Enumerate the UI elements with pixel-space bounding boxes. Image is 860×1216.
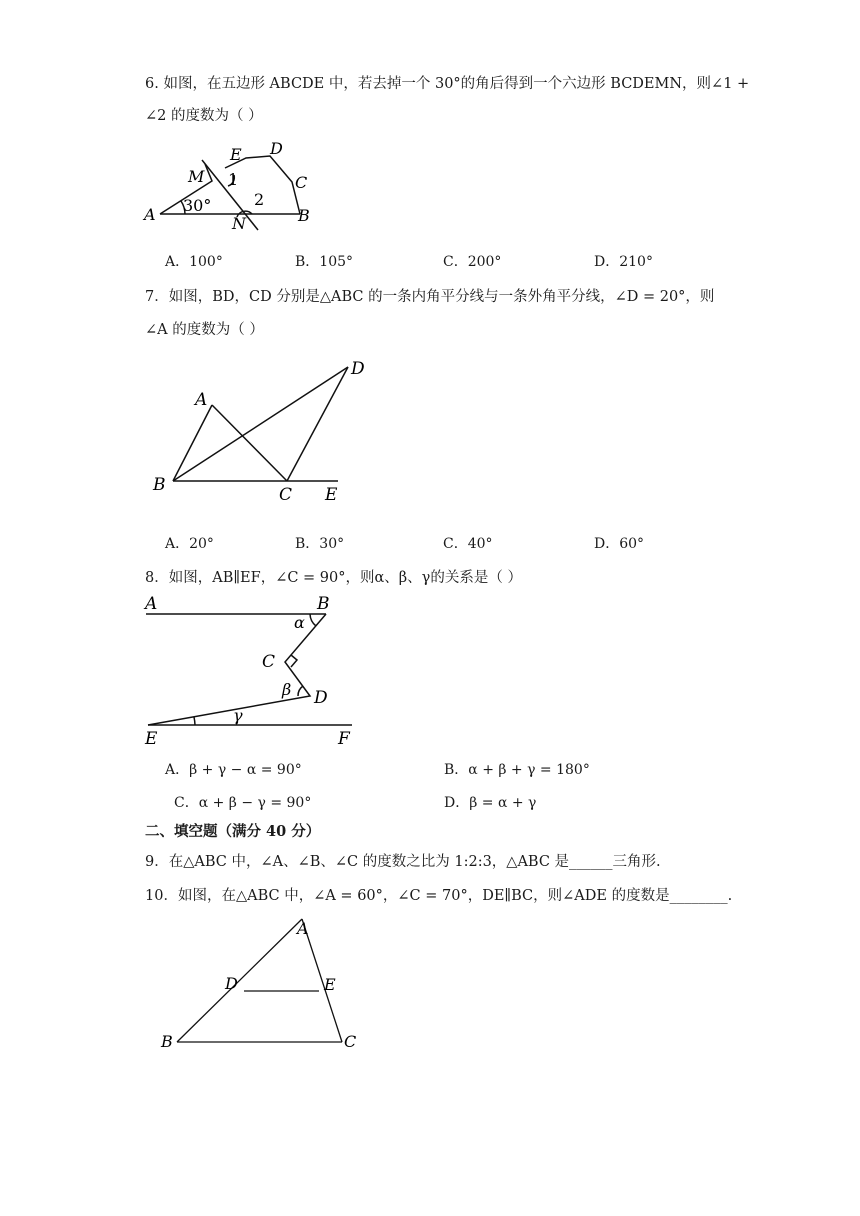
q8-label-e: E (145, 729, 158, 749)
q8-option-b[interactable]: B．α + β + γ = 180° (444, 762, 590, 778)
q7-label-d: D (351, 359, 365, 379)
q10-label-e: E (324, 975, 336, 994)
q6-stem-line1: 6. 如图，在五边形 ABCDE 中，若去掉一个 30°的角后得到一个六边形 BCDEMN，则∠1 + (145, 76, 750, 92)
q6-option-d[interactable]: D．210° (594, 254, 653, 270)
q10-label-d: D (225, 974, 238, 993)
q6-stem-line2: ∠2 的度数为（ ） (145, 108, 263, 124)
section-title: 二、填空题（满分 40 分） (145, 823, 321, 840)
q6-label-a: A (144, 205, 156, 224)
q8-label-f: F (338, 729, 350, 749)
q7-stem-line2: ∠A 的度数为（ ） (145, 322, 264, 338)
q8-label-alpha: α (294, 613, 305, 632)
q6-label-c: C (295, 173, 308, 192)
q8-label-a: A (145, 594, 158, 614)
q6-label-angle1: 1 (228, 170, 239, 189)
q8-label-beta: β (282, 680, 292, 699)
q7-label-e: E (325, 485, 338, 505)
q8-option-d[interactable]: D．β = α + γ (444, 795, 537, 811)
q6-option-a[interactable]: A．100° (165, 254, 223, 270)
q7-label-b: B (153, 475, 166, 495)
q8-option-a[interactable]: A．β + γ − α = 90° (165, 762, 302, 778)
q6-label-e: E (230, 145, 242, 164)
q6-label-d: D (270, 139, 283, 158)
q6-figure (140, 138, 330, 238)
q7-figure (145, 355, 385, 515)
q6-label-n: N (232, 214, 246, 233)
q6-label-30: 30° (183, 196, 212, 215)
q7-option-a[interactable]: A．20° (165, 536, 214, 552)
q6-option-b[interactable]: B．105° (295, 254, 354, 270)
q7-label-c: C (279, 485, 293, 505)
q7-option-b[interactable]: B．30° (295, 536, 345, 552)
q8-figure (140, 592, 365, 752)
q6-label-angle2: 2 (254, 190, 265, 209)
q7-option-c[interactable]: C．40° (443, 536, 493, 552)
q8-label-d: D (314, 688, 328, 708)
q10-stem: 10．如图，在△ABC 中，∠A = 60°，∠C = 70°，DE∥BC，则∠ADE 的度数是________. (145, 888, 733, 904)
q8-option-c[interactable]: C．α + β − γ = 90° (174, 795, 312, 811)
q9-stem: 9．在△ABC 中，∠A、∠B、∠C 的度数之比为 1:2:3，△ABC 是______三角形. (145, 854, 661, 870)
q7-option-d[interactable]: D．60° (594, 536, 645, 552)
q6-label-b: B (298, 206, 310, 225)
q10-label-b: B (161, 1032, 173, 1051)
q6-label-m: M (188, 167, 205, 186)
q10-figure (155, 915, 375, 1060)
q7-stem-line1: 7．如图，BD，CD 分别是△ABC 的一条内角平分线与一条外角平分线，∠D = 20°，则 (145, 289, 715, 305)
q8-stem: 8．如图，AB∥EF，∠C = 90°，则α、β、γ的关系是（ ） (145, 570, 522, 586)
q6-option-c[interactable]: C．200° (443, 254, 502, 270)
q7-label-a: A (195, 390, 208, 410)
q8-label-c: C (262, 652, 276, 672)
q10-label-c: C (344, 1032, 357, 1051)
q10-label-a: A (297, 919, 309, 938)
q8-label-gamma: γ (233, 706, 243, 725)
q8-label-b: B (317, 594, 330, 614)
